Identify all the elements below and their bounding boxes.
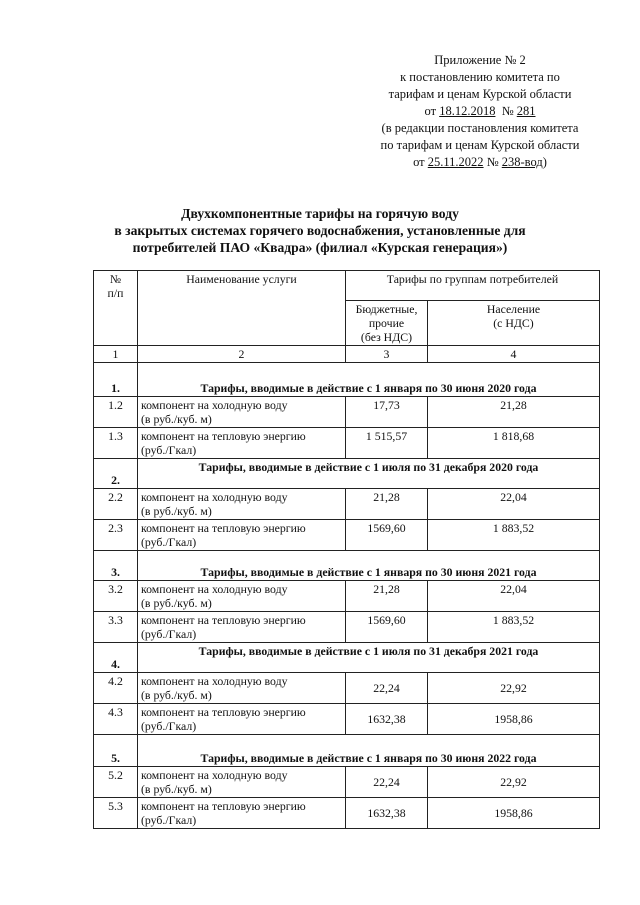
population-value: 21,28 <box>428 397 600 428</box>
budget-value: 1569,60 <box>346 612 428 643</box>
header-name: Наименование услуги <box>138 271 346 346</box>
appendix-line: тарифам и ценам Курской области <box>388 87 572 101</box>
row-number: 1.3 <box>94 428 138 459</box>
table-row <box>94 704 600 735</box>
appendix-line: (в редакции постановления комитета <box>381 121 579 135</box>
table-row <box>94 428 600 459</box>
section-title: Тарифы, вводимые в действие с 1 января по 30 июня 2021 года <box>138 551 600 581</box>
budget-value: 1569,60 <box>346 520 428 551</box>
population-value: 22,92 <box>428 767 600 798</box>
table-row <box>94 798 600 829</box>
section-header-row <box>94 551 600 581</box>
table-row <box>94 673 600 704</box>
budget-value: 22,24 <box>346 767 428 798</box>
section-title: Тарифы, вводимые в действие с 1 июля по 31 декабря 2020 года <box>138 459 600 489</box>
row-number: 1.2 <box>94 397 138 428</box>
decree-number: 281 <box>516 104 536 118</box>
header-num: № п/п <box>94 271 138 346</box>
section-number: 2. <box>94 459 138 489</box>
population-value: 1 818,68 <box>428 428 600 459</box>
appendix-line: от 18.12.2018 № 281 <box>424 104 536 118</box>
budget-value: 22,24 <box>346 673 428 704</box>
appendix-line: от 25.11.2022 № 238-вод) <box>413 155 547 169</box>
population-value: 1 883,52 <box>428 612 600 643</box>
row-number: 2.3 <box>94 520 138 551</box>
section-title: Тарифы, вводимые в действие с 1 января по 30 июня 2020 года <box>138 363 600 397</box>
service-name: компонент на холодную воду (в руб./куб. м) <box>138 673 346 704</box>
header-budget: Бюджетные, прочие (без НДС) <box>346 301 428 346</box>
table-row <box>94 612 600 643</box>
service-name: компонент на тепловую энергию (руб./Гкал) <box>138 428 346 459</box>
col-index: 2 <box>138 346 346 363</box>
table-row <box>94 581 600 612</box>
tariff-table <box>93 270 600 829</box>
appendix-block <box>330 52 630 171</box>
service-name: компонент на холодную воду (в руб./куб. м) <box>138 767 346 798</box>
section-title: Тарифы, вводимые в действие с 1 июля по 31 декабря 2021 года <box>138 643 600 673</box>
service-name: компонент на тепловую энергию (руб./Гкал) <box>138 798 346 829</box>
section-header-row <box>94 363 600 397</box>
col-index: 1 <box>94 346 138 363</box>
appendix-line: к постановлению комитета по <box>400 70 560 84</box>
row-number: 4.3 <box>94 704 138 735</box>
table-row <box>94 489 600 520</box>
header-tariffs: Тарифы по группам потребителей <box>346 271 600 301</box>
budget-value: 1632,38 <box>346 798 428 829</box>
service-name: компонент на холодную воду (в руб./куб. м) <box>138 397 346 428</box>
budget-value: 1 515,57 <box>346 428 428 459</box>
service-name: компонент на тепловую энергию (руб./Гкал) <box>138 612 346 643</box>
table-row <box>94 520 600 551</box>
population-value: 22,04 <box>428 581 600 612</box>
section-number: 4. <box>94 643 138 673</box>
section-header-row <box>94 643 600 673</box>
budget-value: 21,28 <box>346 581 428 612</box>
budget-value: 21,28 <box>346 489 428 520</box>
population-value: 22,04 <box>428 489 600 520</box>
section-number: 1. <box>94 363 138 397</box>
appendix-line: по тарифам и ценам Курской области <box>380 138 580 152</box>
appendix-line: Приложение № 2 <box>434 53 526 67</box>
service-name: компонент на холодную воду (в руб./куб. м) <box>138 489 346 520</box>
row-number: 2.2 <box>94 489 138 520</box>
document-title: Двухкомпонентные тарифы на горячую воду в закрытых системах горячего водоснабжения, установленные для потребителей ПАО «Квадра» (филиал «Курская генерация») <box>114 206 526 255</box>
population-value: 1 883,52 <box>428 520 600 551</box>
col-index: 4 <box>428 346 600 363</box>
section-number: 5. <box>94 735 138 767</box>
row-number: 5.3 <box>94 798 138 829</box>
budget-value: 1632,38 <box>346 704 428 735</box>
row-number: 3.3 <box>94 612 138 643</box>
service-name: компонент на тепловую энергию (руб./Гкал) <box>138 704 346 735</box>
section-title: Тарифы, вводимые в действие с 1 января по 30 июня 2022 года <box>138 735 600 767</box>
row-number: 4.2 <box>94 673 138 704</box>
service-name: компонент на тепловую энергию (руб./Гкал) <box>138 520 346 551</box>
row-number: 3.2 <box>94 581 138 612</box>
population-value: 1958,86 <box>428 798 600 829</box>
header-population: Население (с НДС) <box>428 301 600 346</box>
budget-value: 17,73 <box>346 397 428 428</box>
table-row <box>94 397 600 428</box>
row-number: 5.2 <box>94 767 138 798</box>
section-header-row <box>94 735 600 767</box>
revision-number: 238-вод <box>501 155 543 169</box>
section-number: 3. <box>94 551 138 581</box>
table-row <box>94 767 600 798</box>
revision-date: 25.11.2022 <box>427 155 484 169</box>
population-value: 22,92 <box>428 673 600 704</box>
decree-date: 18.12.2018 <box>439 104 496 118</box>
col-index: 3 <box>346 346 428 363</box>
section-header-row <box>94 459 600 489</box>
service-name: компонент на холодную воду (в руб./куб. м) <box>138 581 346 612</box>
population-value: 1958,86 <box>428 704 600 735</box>
